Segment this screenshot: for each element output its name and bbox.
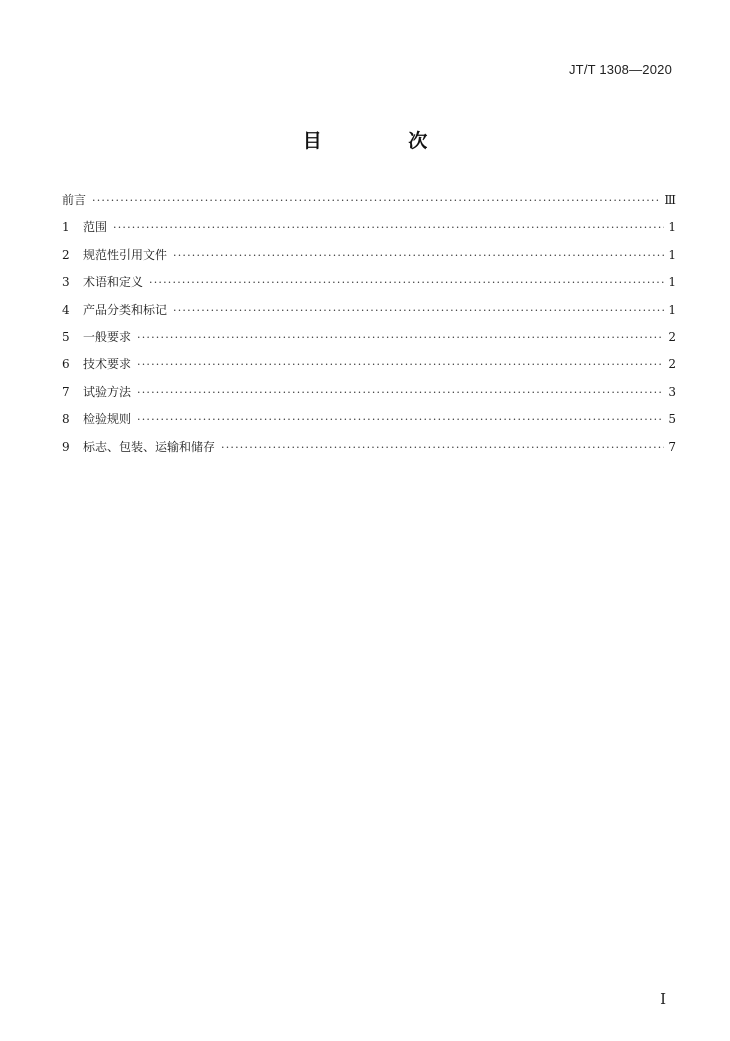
toc-entry-label: 范围 [83,220,108,235]
toc-entry-label: 一般要求 [83,329,132,344]
toc-entry-technical-requirements[interactable] [62,352,676,379]
toc-entry-scope[interactable] [62,215,676,242]
toc-leader-dots [137,353,664,377]
table-of-contents [62,188,676,462]
toc-entry-page: 1 [668,247,676,262]
toc-entry-page: 1 [668,302,676,317]
toc-entry-label: 检验规则 [83,412,132,427]
toc-entry-inspection-rules[interactable] [62,407,676,434]
toc-entry-normative-references[interactable] [62,243,676,270]
page-number: I [660,990,666,1008]
toc-entry-label: 前言 [62,193,87,207]
toc-entry-number: 3 [62,275,70,290]
toc-entry-number: 6 [62,357,70,372]
toc-entry-number: 2 [62,247,70,262]
toc-entry-page: 7 [668,439,676,454]
toc-leader-dots [221,436,664,460]
toc-entry-terms-definitions[interactable] [62,270,676,297]
toc-entry-marking-packaging-transport-storage[interactable] [62,435,676,462]
toc-entry-number: 4 [62,302,70,317]
toc-entry-page: 2 [668,357,676,372]
toc-entry-test-methods[interactable] [62,380,676,407]
toc-entry-number: 7 [62,384,70,399]
toc-leader-dots [92,189,660,213]
toc-entry-page: 3 [668,384,676,399]
toc-leader-dots [137,381,664,405]
page-title: 目 次 [302,130,468,152]
toc-entry-number: 5 [62,329,70,344]
toc-entry-page: 2 [668,329,676,344]
toc-entry-page: Ⅲ [664,193,676,207]
toc-entry-number: 8 [62,412,70,427]
toc-leader-dots [137,326,664,350]
toc-entry-general-requirements[interactable] [62,325,676,352]
toc-entry-label: 标志、包装、运输和储存 [83,439,216,454]
toc-entry-label: 试验方法 [83,384,132,399]
toc-entry-number: 1 [62,220,70,235]
toc-entry-classification-marking[interactable] [62,298,676,325]
toc-entry-page: 1 [668,275,676,290]
toc-leader-dots [137,408,664,432]
toc-entry-label: 技术要求 [83,357,132,372]
toc-leader-dots [113,216,664,240]
toc-entry-foreword[interactable] [62,188,676,215]
toc-entry-number: 9 [62,439,70,454]
toc-entry-page: 5 [668,412,676,427]
toc-leader-dots [173,244,664,268]
toc-leader-dots [149,271,664,295]
toc-entry-label: 产品分类和标记 [83,302,168,317]
toc-entry-label: 规范性引用文件 [83,247,168,262]
toc-leader-dots [173,299,664,323]
toc-entry-page: 1 [668,220,676,235]
toc-entry-label: 术语和定义 [83,275,144,290]
document-code: JT/T 1308—2020 [568,62,672,77]
